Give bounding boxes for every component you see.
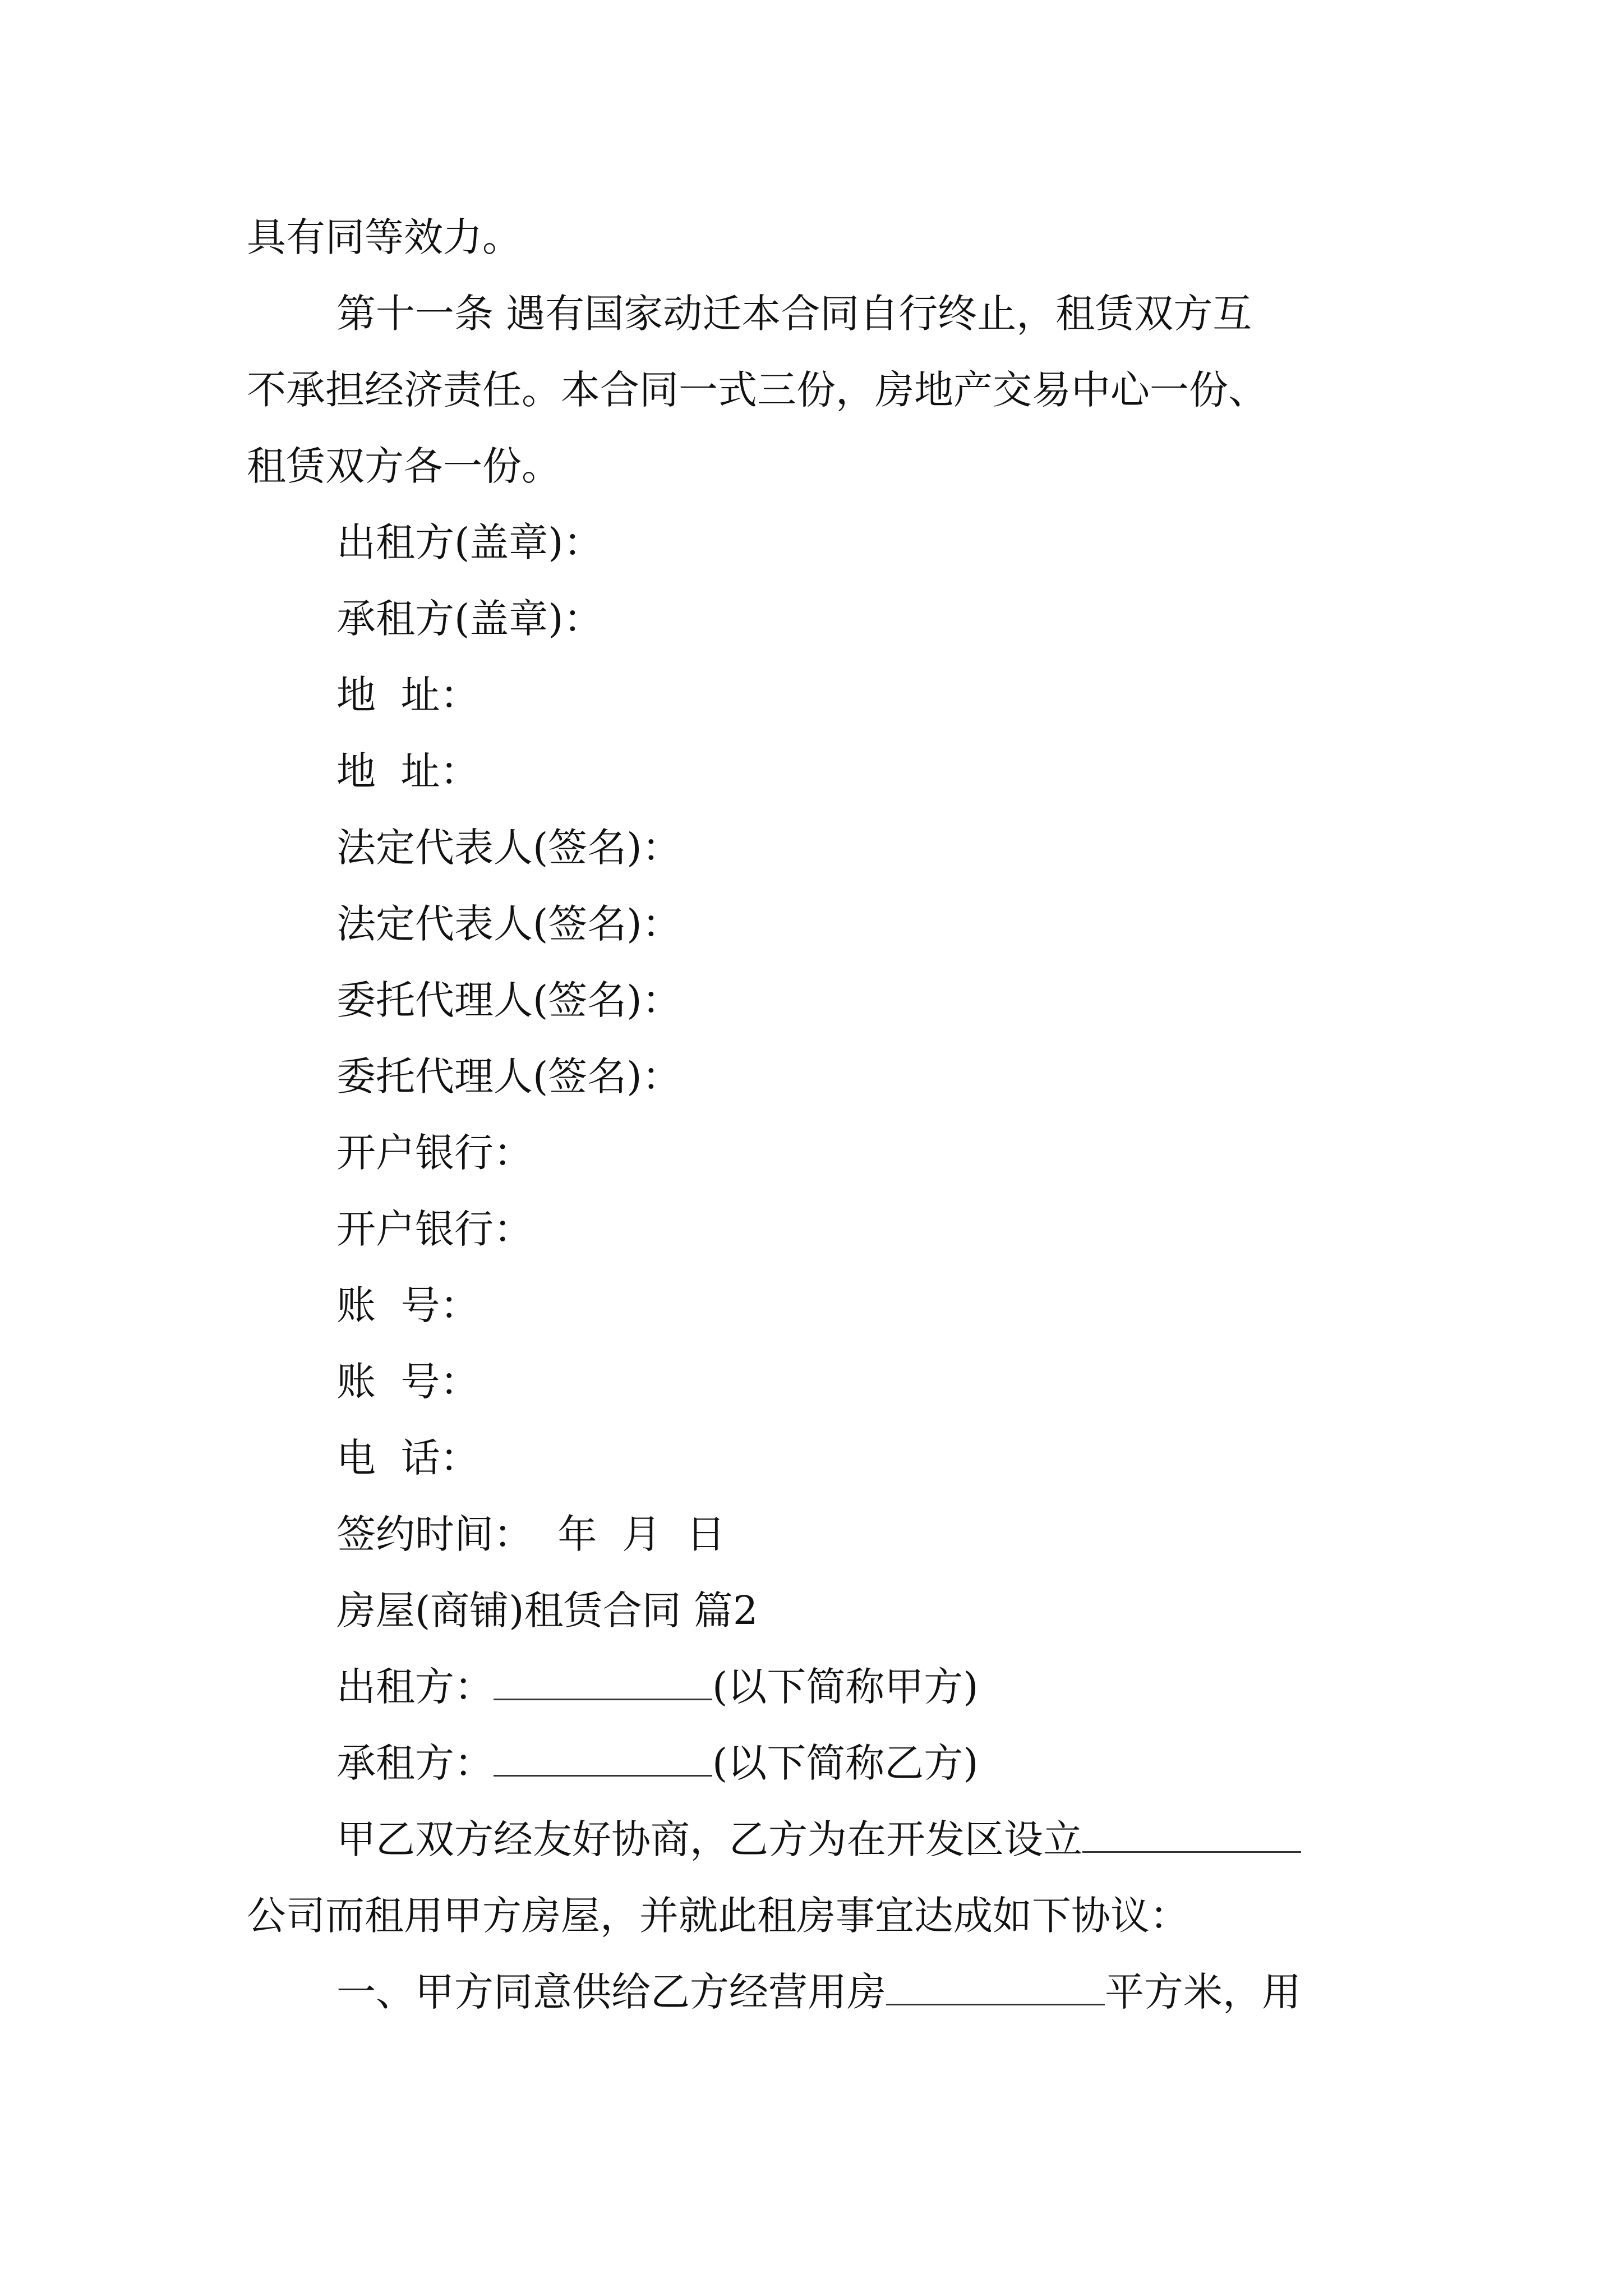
clause-one-tail: 平方米，用: [1105, 1969, 1301, 2015]
company-blank: [1082, 1812, 1301, 1853]
clause-eleven-line: 第十一条 遇有国家动迁本合同自行终止，租赁双方互: [336, 291, 1252, 337]
legal-representative-label: 法定代表人(签名)：: [336, 825, 681, 871]
lessor-line: [247, 1649, 1424, 1725]
agreement-continuation: 公司而租用甲方房屋，并就此租房事宜达成如下协议：: [247, 1893, 1189, 1939]
document-body: [247, 199, 1424, 2030]
signing-date-label: 签约时间： 年 月 日: [336, 1511, 726, 1557]
lessor-label: 出租方：: [336, 1664, 494, 1710]
bank-label: 开户银行：: [336, 1130, 533, 1176]
paragraph-line: 不承担经济责任。本合同一式三份，房地产交易中心一份、: [247, 367, 1267, 413]
lessor-note: (以下简称甲方): [712, 1664, 979, 1710]
lessee-label: 承租方：: [336, 1740, 494, 1786]
clause-one-text: 一、甲方同意供给乙方经营用房: [336, 1969, 886, 2015]
agreement-line: [247, 1801, 1424, 1878]
lessor-blank: [494, 1659, 712, 1700]
lessee-seal-label: 承租方(盖章)：: [336, 596, 603, 642]
lessee-blank: [494, 1736, 712, 1777]
address-label: 地 址：: [336, 672, 479, 718]
clause-one-line: [247, 1954, 1424, 2030]
lessor-seal-label: 出租方(盖章)：: [336, 519, 603, 565]
area-blank: [886, 1964, 1105, 2005]
account-label: 账 号：: [336, 1359, 479, 1405]
lessee-line: [247, 1725, 1424, 1801]
account-label: 账 号：: [336, 1282, 479, 1328]
legal-representative-label: 法定代表人(签名)：: [336, 901, 681, 947]
paragraph-line: 租赁双方各一份。: [247, 443, 561, 489]
agent-label: 委托代理人(签名)：: [336, 977, 681, 1023]
address-label: 地 址：: [336, 748, 479, 794]
bank-label: 开户银行：: [336, 1206, 533, 1252]
phone-label: 电 话：: [336, 1435, 479, 1481]
lessee-note: (以下简称乙方): [712, 1740, 979, 1786]
paragraph-line: 具有同等效力。: [247, 214, 522, 260]
section-heading: 房屋(商铺)租赁合同 篇2: [336, 1588, 758, 1634]
agreement-text: 甲乙双方经友好协商，乙方为在开发区设立: [336, 1816, 1082, 1862]
agent-label: 委托代理人(签名)：: [336, 1053, 681, 1099]
